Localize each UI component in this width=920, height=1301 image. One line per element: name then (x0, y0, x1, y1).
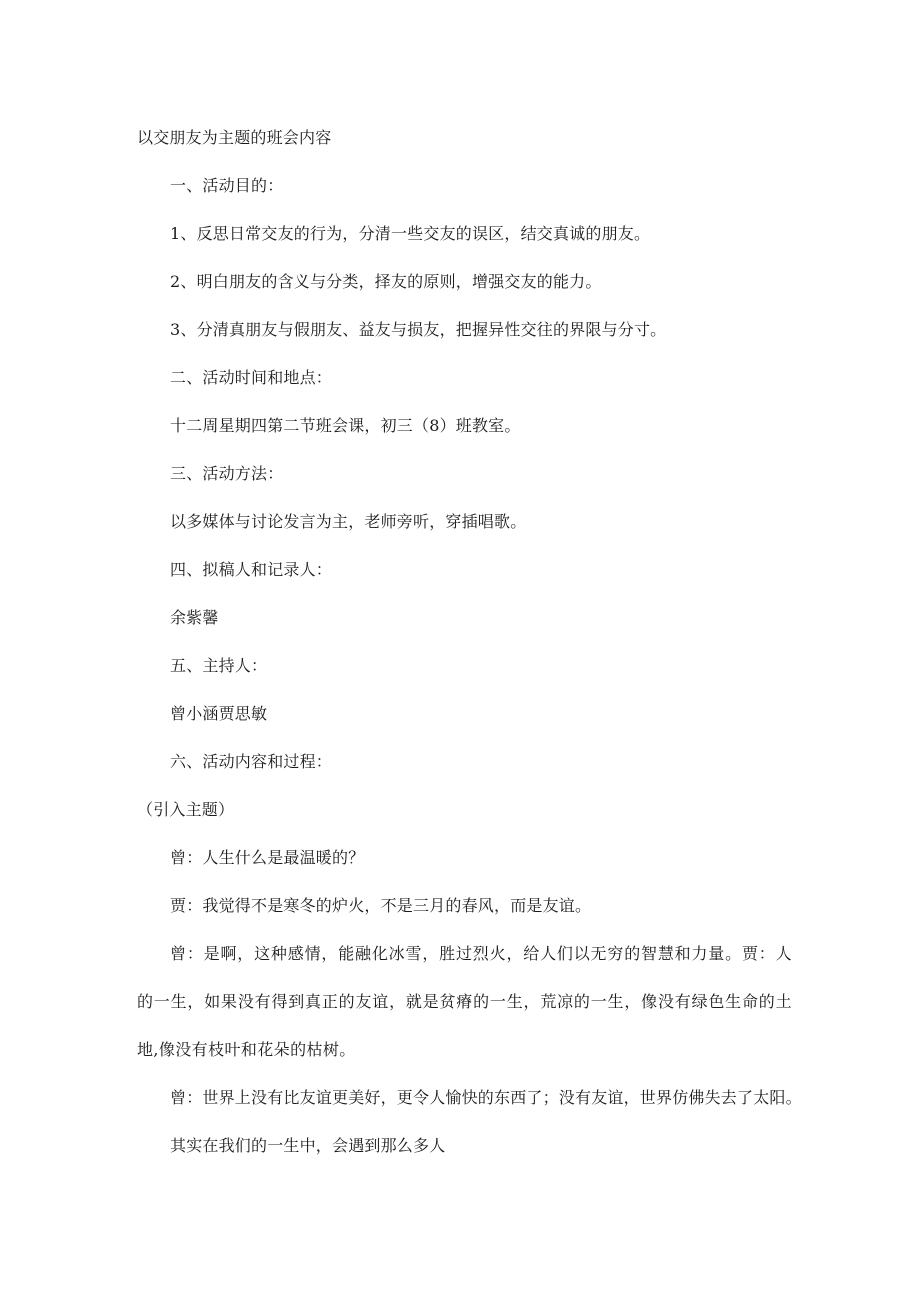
section-heading-method: 三、活动方法： (170, 464, 284, 483)
time-place-text: 十二周星期四第二节班会课，初三（8）班教室。 (170, 416, 521, 435)
section-heading-time-place: 二、活动时间和地点： (170, 368, 333, 387)
dialogue-line-1: 曾：人生什么是最温暖的？ (170, 848, 365, 867)
intro-topic-label: （引入主题） (137, 800, 235, 819)
dialogue-paragraph: 曾：是啊，这种感情，能融化冰雪，胜过烈火，给人们以无穷的智慧和力量。贾：人的一生，如果没有得到真正的友谊，就是贫瘠的一生，荒凉的一生，像没有绿色生命的土地,像没有枝叶和花朵的枯树。 (137, 944, 792, 1059)
method-text: 以多媒体与讨论发言为主，老师旁听，穿插唱歌。 (170, 512, 527, 531)
purpose-item-1: 1、反思日常交友的行为，分清一些交友的误区，结交真诚的朋友。 (170, 224, 651, 243)
section-heading-drafter: 四、拟稿人和记录人： (170, 560, 333, 579)
purpose-item-2: 2、明白朋友的含义与分类，择友的原则，增强交友的能力。 (170, 272, 602, 291)
section-heading-purpose: 一、活动目的： (170, 176, 284, 195)
dialogue-line-3: 曾：世界上没有比友谊更美好，更令人愉快的东西了；没有友谊，世界仿佛失去了太阳。 (170, 1088, 802, 1107)
purpose-item-3: 3、分清真朋友与假朋友、益友与损友，把握异性交往的界限与分寸。 (170, 320, 667, 339)
section-heading-process: 六、活动内容和过程： (170, 752, 333, 771)
dialogue-line-2: 贾：我觉得不是寒冬的炉火，不是三月的春风，而是友谊。 (170, 896, 592, 915)
drafter-name: 余紫馨 (170, 608, 219, 627)
host-names: 曾小涵贾思敏 (170, 704, 268, 723)
closing-text: 其实在我们的一生中，会遇到那么多人 (170, 1136, 446, 1155)
section-heading-host: 五、主持人： (170, 656, 268, 675)
document-title: 以交朋友为主题的班会内容 (137, 128, 332, 147)
